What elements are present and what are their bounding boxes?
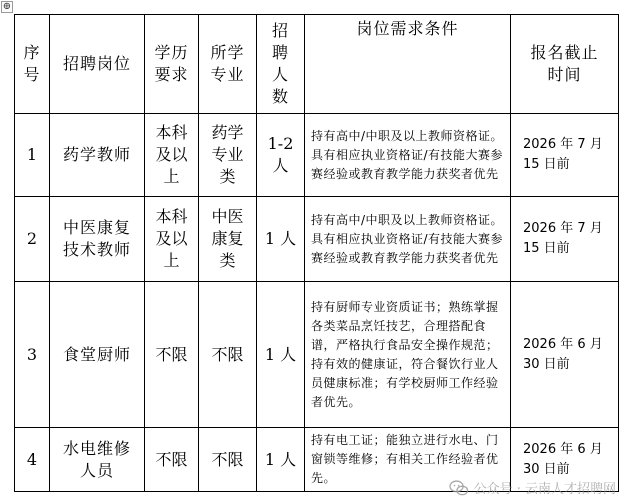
table-row bbox=[15, 282, 619, 428]
cell-count: 1 人 bbox=[257, 197, 305, 282]
cell-count: 1 人 bbox=[257, 282, 305, 428]
cell-position: 中医康复 技术教师 bbox=[50, 197, 145, 282]
wechat-icon bbox=[449, 479, 469, 497]
cell-education: 本科 及以 上 bbox=[145, 197, 199, 282]
cell-requirements: 持有高中/中职及以上教师资格证。具有相应执业资格证/有技能大赛参赛经验或教育教学能力获奖者优先 bbox=[305, 114, 511, 197]
header-position: 招聘岗位 bbox=[50, 15, 145, 114]
header-seq: 序 号 bbox=[15, 15, 50, 114]
header-requirements: 岗位需求条件 bbox=[305, 15, 511, 114]
cell-major: 中医 康复 类 bbox=[199, 197, 257, 282]
cell-requirements: 持有高中/中职及以上教师资格证。具有相应执业资格证/有技能大赛参赛经验或教育教学能力获奖者优先 bbox=[305, 197, 511, 282]
header-row bbox=[15, 15, 619, 114]
watermark bbox=[449, 478, 616, 497]
recruitment-table bbox=[14, 14, 619, 492]
cell-seq: 2 bbox=[15, 197, 50, 282]
cell-seq: 4 bbox=[15, 428, 50, 492]
cell-position: 水电维修 人员 bbox=[50, 428, 145, 492]
header-major: 所学 专业 bbox=[199, 15, 257, 114]
table-row bbox=[15, 114, 619, 197]
header-count: 招 聘 人 数 bbox=[257, 15, 305, 114]
header-education: 学历 要求 bbox=[145, 15, 199, 114]
cell-requirements: 持有电工证；能独立进行水电、门窗锁等维修；有相关工作经验者优先。 bbox=[305, 428, 511, 492]
cell-deadline: 2026 年 7 月 15 日前 bbox=[511, 197, 619, 282]
cell-major: 不限 bbox=[199, 282, 257, 428]
table-move-handle-icon[interactable]: ⊕ bbox=[2, 1, 12, 12]
cell-major: 不限 bbox=[199, 428, 257, 492]
cell-seq: 1 bbox=[15, 114, 50, 197]
cell-deadline: 2026 年 7 月 15 日前 bbox=[511, 114, 619, 197]
cell-position: 药学教师 bbox=[50, 114, 145, 197]
cell-position: 食堂厨师 bbox=[50, 282, 145, 428]
cell-education: 不限 bbox=[145, 428, 199, 492]
cell-seq: 3 bbox=[15, 282, 50, 428]
table-row bbox=[15, 197, 619, 282]
cell-major: 药学 专业 类 bbox=[199, 114, 257, 197]
cell-education: 本科 及以 上 bbox=[145, 114, 199, 197]
cell-deadline: 2026 年 6 月 30 日前 bbox=[511, 282, 619, 428]
watermark-text: 公众号 · 云南人才招聘网 bbox=[473, 482, 616, 497]
cell-deadline: 2026 年 6 月 30 日前 bbox=[511, 428, 619, 492]
cell-count: 1 人 bbox=[257, 428, 305, 492]
cell-count: 1-2 人 bbox=[257, 114, 305, 197]
cell-education: 不限 bbox=[145, 282, 199, 428]
header-deadline: 报名截止 时间 bbox=[511, 15, 619, 114]
cell-requirements: 持有厨师专业资质证书；熟练掌握各类菜品烹饪技艺，合理搭配食谱，严格执行食品安全操作规范；持有效的健康证，符合餐饮行业人员健康标准；有学校厨师工作经验者优先。 bbox=[305, 282, 511, 428]
